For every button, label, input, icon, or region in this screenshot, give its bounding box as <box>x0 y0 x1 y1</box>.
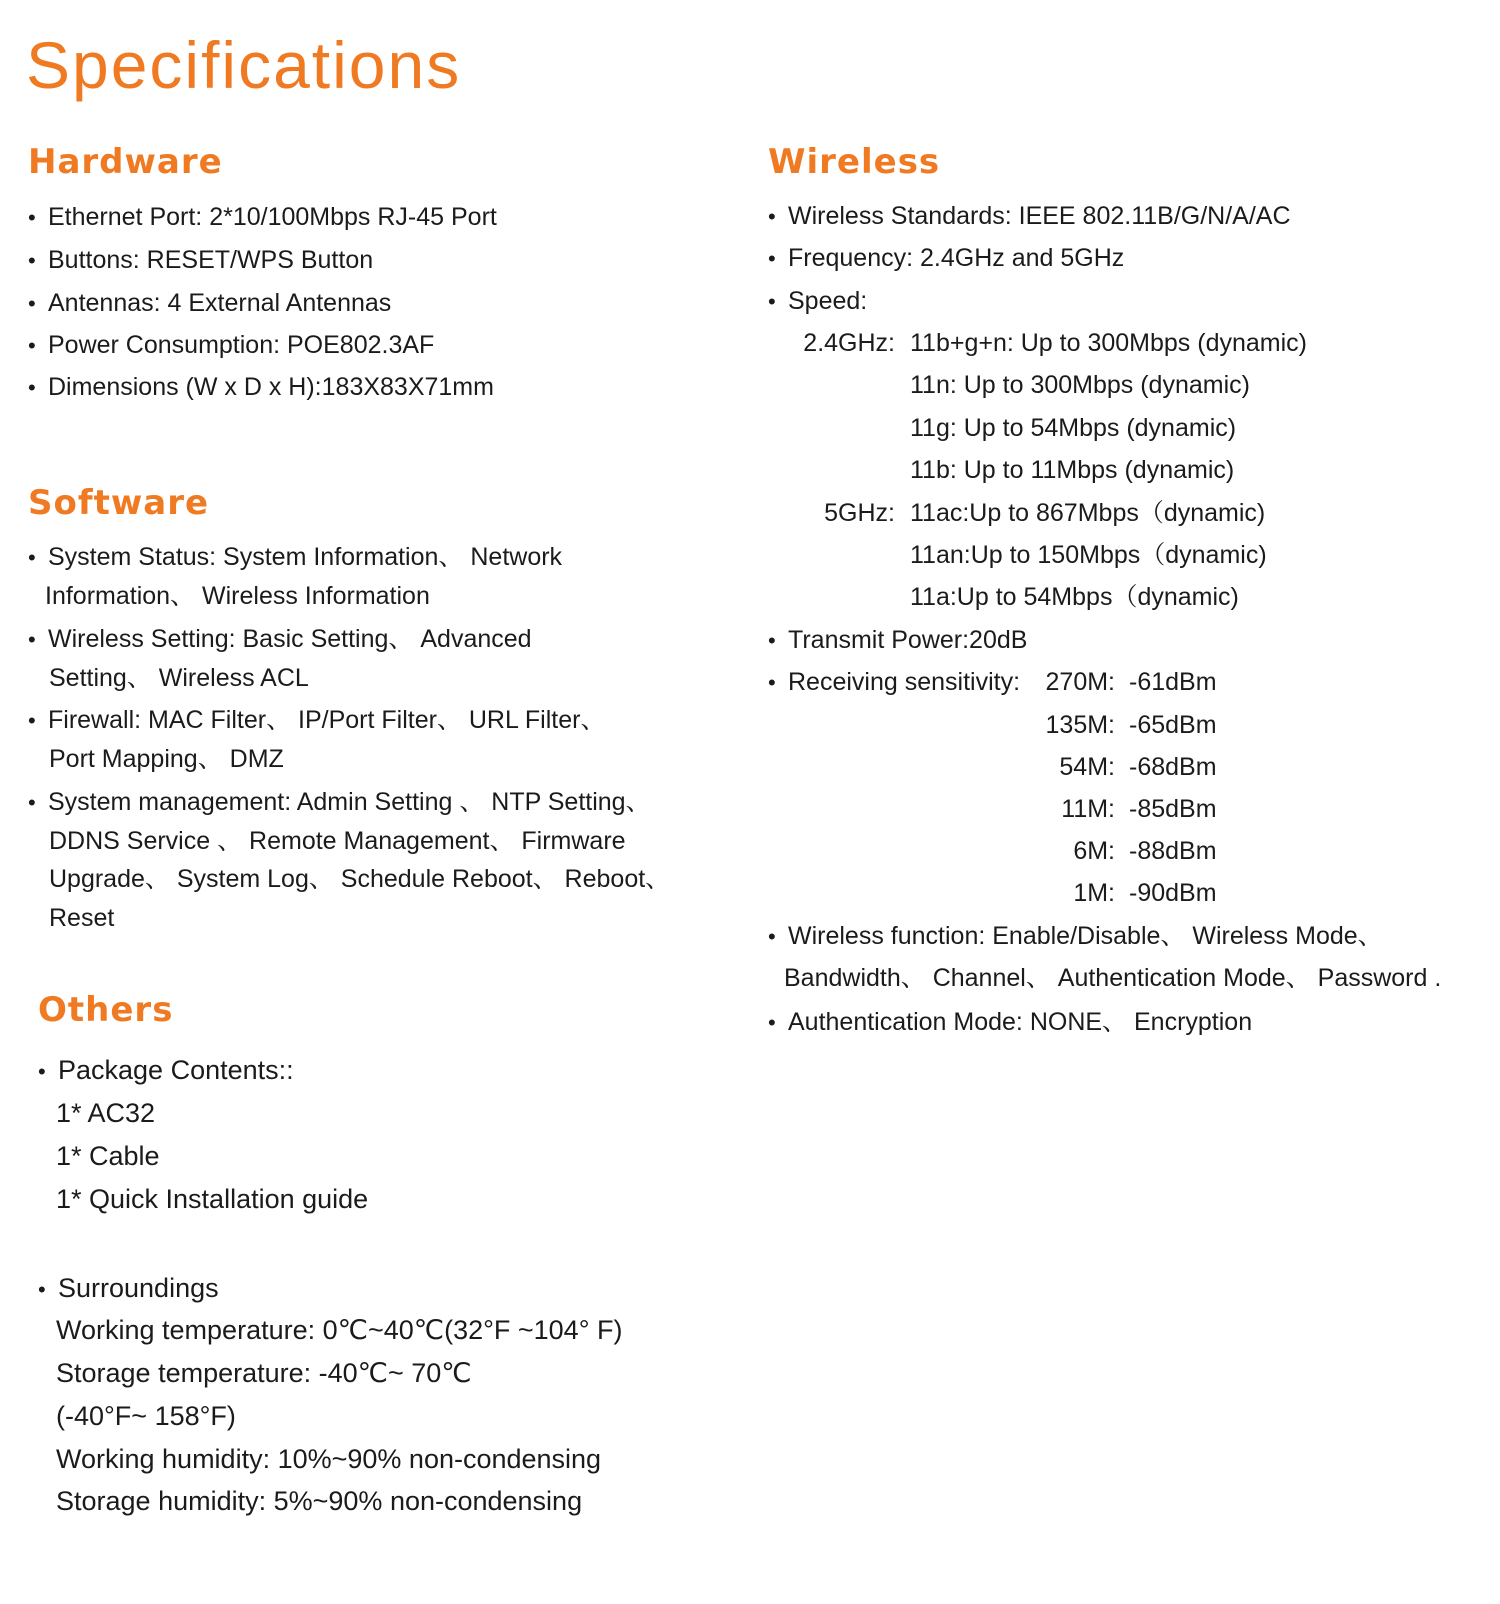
bullet: • <box>768 670 776 695</box>
wireless-frequency: • Frequency: 2.4GHz and 5GHz <box>768 244 1125 272</box>
sensitivity-rate: 270M: <box>1045 668 1115 696</box>
surroundings-item: Working temperature: 0℃~40℃(32°F ~104° F) <box>56 1315 623 1345</box>
speed-rate: 11ac:Up to 867Mbps（dynamic) <box>910 499 1266 527</box>
speed-rate: 11g: Up to 54Mbps (dynamic) <box>910 414 1237 442</box>
bullet: • <box>768 924 776 949</box>
sensitivity-value: -65dBm <box>1129 711 1217 739</box>
software-item-cont: DDNS Service 、 Remote Management、 Firmware <box>49 827 626 855</box>
software-item-cont: Reset <box>49 904 115 932</box>
speed-rate: 11b+g+n: Up to 300Mbps (dynamic) <box>910 329 1307 357</box>
hardware-item: • Dimensions (W x D x H):183X83X71mm <box>28 373 494 401</box>
bullet: • <box>38 1277 46 1302</box>
surroundings-item: Working humidity: 10%~90% non-condensing <box>56 1444 602 1474</box>
authentication-mode: • Authentication Mode: NONE、 Encryption <box>768 1008 1253 1036</box>
hardware-item: • Antennas: 4 External Antennas <box>28 289 392 317</box>
bullet: • <box>768 628 776 653</box>
sensitivity-rate: 1M: <box>1073 879 1115 907</box>
wireless-standards: • Wireless Standards: IEEE 802.11B/G/N/A/AC <box>768 202 1291 230</box>
surroundings-label: • Surroundings <box>38 1273 219 1303</box>
bullet: • <box>768 204 776 229</box>
hardware-item: • Power Consumption: POE802.3AF <box>28 331 435 359</box>
package-contents-label: • Package Contents:: <box>38 1055 294 1085</box>
bullet: • <box>768 1010 776 1035</box>
page-title: Specifications <box>26 28 462 102</box>
transmit-power: • Transmit Power:20dB <box>768 626 1028 654</box>
bullet: • <box>28 248 36 273</box>
bullet: • <box>38 1059 46 1084</box>
bullet: • <box>768 246 776 271</box>
package-item: 1* Cable <box>56 1141 160 1171</box>
speed-rate: 11a:Up to 54Mbps（dynamic) <box>910 583 1239 611</box>
software-item: • Firewall: MAC Filter、 IP/Port Filter、 URL Filter、 <box>28 706 606 734</box>
package-item: 1* AC32 <box>56 1098 156 1128</box>
hardware-heading: Hardware <box>28 142 223 182</box>
bullet: • <box>28 790 36 815</box>
bullet: • <box>28 545 36 570</box>
bullet: • <box>28 708 36 733</box>
software-item-cont: Setting、 Wireless ACL <box>49 664 309 692</box>
sensitivity-value: -68dBm <box>1129 753 1217 781</box>
sensitivity-rate: 11M: <box>1061 795 1115 823</box>
bullet: • <box>768 289 776 314</box>
surroundings-item: Storage humidity: 5%~90% non-condensing <box>56 1486 583 1516</box>
hardware-item: • Buttons: RESET/WPS Button <box>28 246 374 274</box>
bullet: • <box>28 627 36 652</box>
band-5-label: 5GHz: <box>824 499 895 527</box>
software-item: • Wireless Setting: Basic Setting、 Advanced <box>28 625 532 653</box>
speed-rate: 11an:Up to 150Mbps（dynamic) <box>910 541 1267 569</box>
speed-rate: 11n: Up to 300Mbps (dynamic) <box>910 371 1250 399</box>
software-item: • System management: Admin Setting 、 NTP Setting、 <box>28 788 651 816</box>
speed-rate: 11b: Up to 11Mbps (dynamic) <box>910 456 1235 484</box>
software-heading: Software <box>28 483 210 523</box>
hardware-item: • Ethernet Port: 2*10/100Mbps RJ-45 Port <box>28 203 497 231</box>
wireless-function-cont: Bandwidth、 Channel、 Authentication Mode、 Password . <box>784 964 1442 992</box>
others-heading: Others <box>38 990 174 1030</box>
sensitivity-rate: 54M: <box>1059 753 1115 781</box>
sensitivity-rate: 135M: <box>1045 711 1115 739</box>
software-item-cont: Information、 Wireless Information <box>45 582 430 610</box>
bullet: • <box>28 291 36 316</box>
software-item-cont: Port Mapping、 DMZ <box>49 745 284 773</box>
bullet: • <box>28 375 36 400</box>
sensitivity-rate: 6M: <box>1073 837 1115 865</box>
band-24-label: 2.4GHz: <box>803 329 895 357</box>
software-item-cont: Upgrade、 System Log、 Schedule Reboot、 Reboot、 <box>49 865 671 893</box>
sensitivity-value: -90dBm <box>1129 879 1217 907</box>
surroundings-item: (-40°F~ 158°F) <box>56 1401 236 1431</box>
bullet: • <box>28 333 36 358</box>
wireless-function: • Wireless function: Enable/Disable、 Wireless Mode、 <box>768 922 1383 950</box>
sensitivity-value: -85dBm <box>1129 795 1217 823</box>
sensitivity-value: -88dBm <box>1129 837 1217 865</box>
wireless-heading: Wireless <box>768 142 941 182</box>
package-item: 1* Quick Installation guide <box>56 1184 369 1214</box>
wireless-speed-label: • Speed: <box>768 287 868 315</box>
sensitivity-label: • Receiving sensitivity: <box>768 668 1021 696</box>
sensitivity-value: -61dBm <box>1129 668 1217 696</box>
surroundings-item: Storage temperature: -40℃~ 70℃ <box>56 1358 472 1388</box>
bullet: • <box>28 205 36 230</box>
software-item: • System Status: System Information、 Network <box>28 543 563 571</box>
